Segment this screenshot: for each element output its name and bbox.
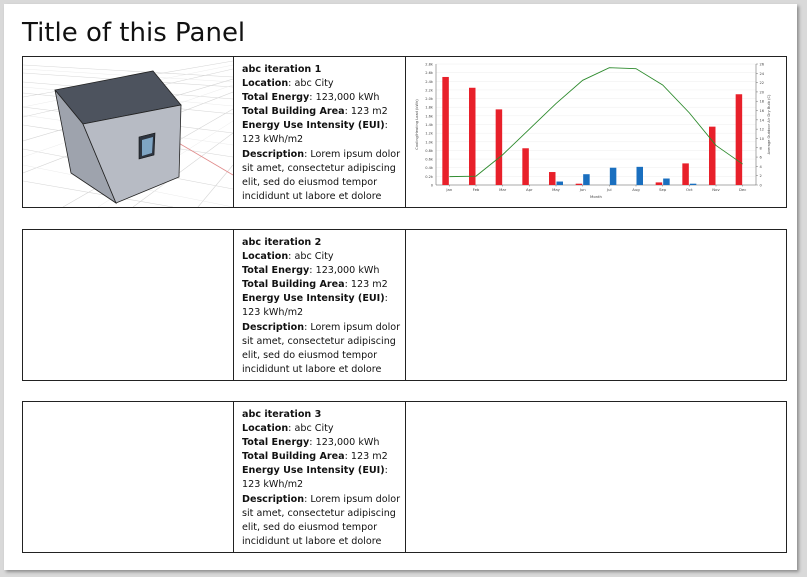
- x-tick-label: Jul: [607, 187, 612, 192]
- eui-value: 123 kWh/m2: [242, 134, 304, 146]
- location-label: Location: [242, 78, 289, 90]
- heating-bar: [682, 163, 689, 185]
- iteration-row-3: [22, 401, 787, 553]
- iteration-name: abc iteration 3: [242, 409, 322, 420]
- heating-bar: [442, 77, 449, 185]
- heating-bar: [549, 172, 556, 185]
- y2-tick-label: 8: [759, 146, 762, 151]
- cooling-bar: [637, 167, 644, 185]
- energy-chart-panel: [406, 230, 786, 380]
- y-tick-label: 2.8k: [425, 62, 433, 67]
- y2-tick-label: 16: [759, 109, 765, 114]
- temperature-line: [449, 68, 742, 177]
- building-model-view[interactable]: [23, 230, 234, 380]
- location-label: Location: [242, 423, 289, 435]
- y-tick-label: 2.0k: [425, 97, 433, 102]
- y-tick-label: 1.6k: [425, 114, 433, 119]
- y-tick-label: 2.4k: [425, 79, 433, 84]
- x-tick-label: Dec: [738, 187, 747, 192]
- description-value: Lorem ipsum dolor sit amet, consectetur adipiscing elit, sed do eiusmod tempor incididunt ut labore et dolore: [242, 321, 401, 375]
- heating-bar: [709, 127, 716, 185]
- page-title: Title of this Panel: [22, 18, 246, 48]
- x-tick-label: Nov: [712, 187, 720, 192]
- heating-bar: [522, 148, 529, 185]
- iteration-row-1: [22, 56, 787, 208]
- energy-label: Total Energy: [242, 437, 310, 449]
- eui-label: Energy Use Intensity (EUI): [242, 293, 385, 305]
- x-tick-label: Apr: [526, 187, 533, 192]
- y2-tick-label: 0: [759, 183, 762, 188]
- y2-tick-label: 2: [759, 174, 762, 179]
- iteration-name: abc iteration 2: [242, 237, 322, 248]
- iteration-info: [234, 230, 406, 380]
- x-tick-label: Jun: [579, 187, 586, 192]
- y2-tick-label: 12: [759, 127, 765, 132]
- description-value: Lorem ipsum dolor sit amet, consectetur adipiscing elit, sed do eiusmod tempor incididunt ut labore et dolore: [242, 493, 401, 547]
- heating-bar: [576, 184, 583, 185]
- energy-value: 123,000 kWh: [315, 92, 380, 104]
- energy-label: Total Energy: [242, 92, 310, 104]
- iteration-name: abc iteration 1: [242, 64, 322, 75]
- y2-tick-label: 26: [759, 62, 765, 67]
- cooling-bar: [610, 168, 617, 185]
- y2-tick-label: 10: [759, 136, 765, 141]
- x-tick-label: Aug: [632, 187, 640, 192]
- y-tick-label: 0.2k: [425, 174, 433, 179]
- y-tick-label: 0: [430, 183, 433, 188]
- x-tick-label: May: [552, 187, 560, 192]
- area-label: Total Building Area: [242, 451, 345, 463]
- x-tick-label: Feb: [472, 187, 480, 192]
- iteration-details: abc iteration 1 Location: abc City Total Energy: 123,000 kWh Total Building Area: 123 m2 Energy Use Intensity (EUI): 123 kWh/m2 Description: Lorem ipsum dolor sit amet, consectetur adipiscing elit, sed do eiusmod tempor incididunt ut labore et dolore: [242, 64, 401, 202]
- y2-tick-label: 20: [759, 90, 765, 95]
- location-value: abc City: [294, 251, 334, 263]
- location-value: abc City: [294, 78, 334, 90]
- description-label: Description: [242, 148, 305, 160]
- y-tick-label: 0.4k: [425, 166, 433, 171]
- y-tick-label: 0.8k: [425, 148, 433, 153]
- eui-label: Energy Use Intensity (EUI): [242, 120, 385, 132]
- energy-label: Total Energy: [242, 265, 310, 277]
- eui-label: Energy Use Intensity (EUI): [242, 465, 385, 477]
- x-tick-label: Mar: [499, 187, 507, 192]
- x-tick-label: Jan: [446, 187, 453, 192]
- area-label: Total Building Area: [242, 106, 345, 118]
- y-tick-label: 1.8k: [425, 105, 433, 110]
- area-value: 123 m2: [350, 106, 388, 118]
- eui-value: 123 kWh/m2: [242, 307, 304, 319]
- iteration-details: abc iteration 3 Location: abc City Total Energy: 123,000 kWh Total Building Area: 123 m2 Energy Use Intensity (EUI): 123 kWh/m2 Description: Lorem ipsum dolor sit amet, consectetur adipiscing elit, sed do eiusmod tempor incididunt ut labore et dolore: [242, 409, 401, 547]
- y-axis-title: Cooling/Heating Load (kWh): [415, 99, 419, 150]
- y-tick-label: 1.0k: [425, 140, 433, 145]
- eui-value: 123 kWh/m2: [242, 479, 304, 491]
- building-3d-render: [23, 57, 233, 207]
- area-label: Total Building Area: [242, 279, 345, 291]
- area-value: 123 m2: [350, 279, 388, 291]
- iteration-row-2: [22, 229, 787, 381]
- iteration-info: [234, 57, 406, 207]
- x-tick-label: Sep: [659, 187, 667, 192]
- x-axis-title: Month: [590, 194, 602, 199]
- y-tick-label: 1.2k: [425, 131, 433, 136]
- cooling-bar: [690, 184, 697, 185]
- y2-axis-title: Average Outdoor Air Dry Bulb (C): [767, 94, 771, 155]
- energy-chart-panel: [406, 57, 786, 207]
- energy-value: 123,000 kWh: [315, 265, 380, 277]
- cooling-bar: [663, 179, 670, 185]
- y-tick-label: 2.6k: [425, 71, 433, 76]
- description-value: Lorem ipsum dolor sit amet, consectetur adipiscing elit, sed do eiusmod tempor incididunt ut labore et dolore: [242, 148, 401, 202]
- building-model-view[interactable]: [23, 57, 234, 207]
- heating-bar: [736, 94, 743, 185]
- y-tick-label: 0.6k: [425, 157, 433, 162]
- description-label: Description: [242, 321, 305, 333]
- energy-value: 123,000 kWh: [315, 437, 380, 449]
- y2-tick-label: 6: [759, 155, 762, 160]
- heating-bar: [656, 182, 663, 185]
- cooling-bar: [583, 174, 590, 185]
- location-value: abc City: [294, 423, 334, 435]
- cooling-bar: [557, 182, 564, 185]
- report-sheet: [4, 4, 797, 570]
- y2-tick-label: 18: [759, 99, 765, 104]
- heating-bar: [469, 88, 476, 185]
- y2-tick-label: 22: [759, 81, 765, 86]
- x-tick-label: Oct: [686, 187, 693, 192]
- iteration-info: [234, 402, 406, 552]
- energy-chart-panel: [406, 402, 786, 552]
- y-tick-label: 1.4k: [425, 123, 433, 127]
- building-model-view[interactable]: [23, 402, 234, 552]
- energy-chart: [406, 57, 786, 207]
- y2-tick-label: 4: [759, 164, 762, 169]
- area-value: 123 m2: [350, 451, 388, 463]
- location-label: Location: [242, 251, 289, 263]
- description-label: Description: [242, 493, 305, 505]
- y-tick-label: 2.2k: [425, 88, 433, 93]
- heating-bar: [496, 109, 503, 185]
- y2-tick-label: 24: [759, 71, 765, 76]
- iteration-details: abc iteration 2 Location: abc City Total Energy: 123,000 kWh Total Building Area: 123 m2 Energy Use Intensity (EUI): 123 kWh/m2 Description: Lorem ipsum dolor sit amet, consectetur adipiscing elit, sed do eiusmod tempor incididunt ut labore et dolore: [242, 237, 401, 375]
- y2-tick-label: 14: [759, 118, 765, 123]
